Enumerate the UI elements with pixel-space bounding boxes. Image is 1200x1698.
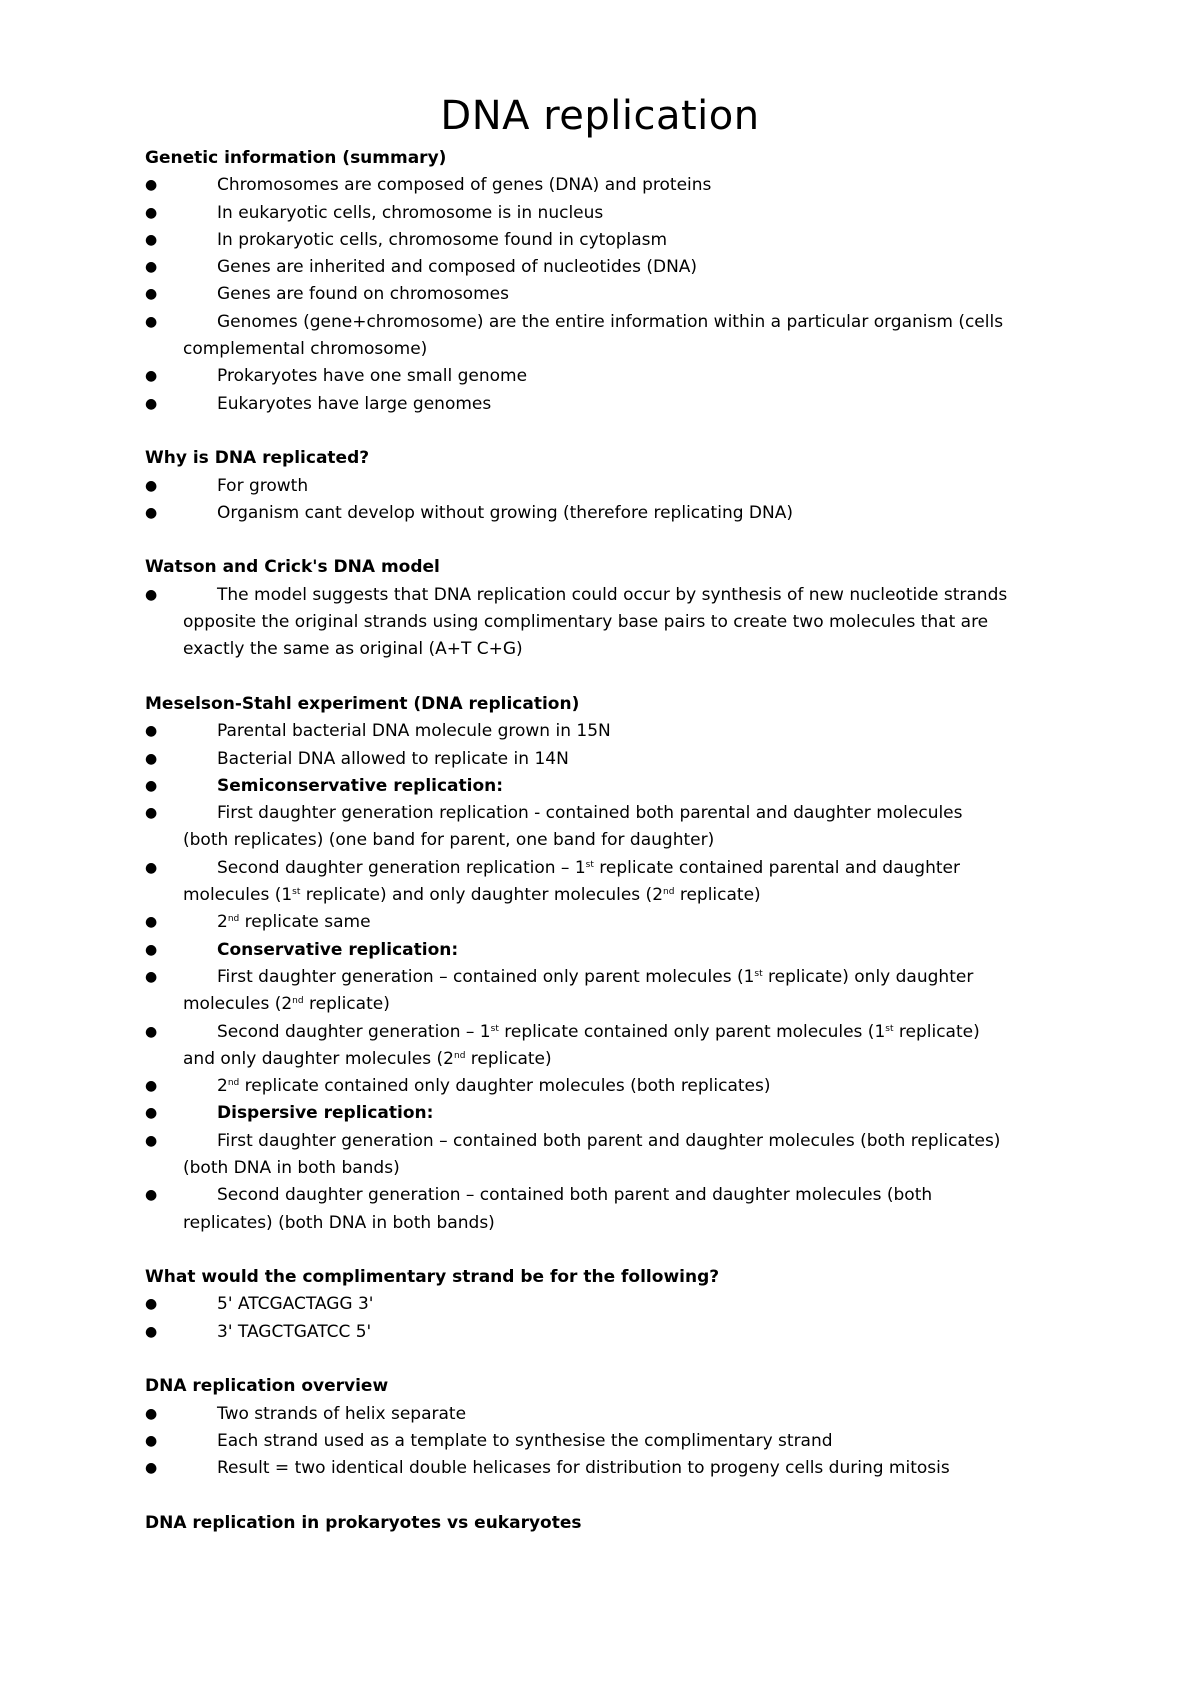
list-item-line: Second daughter generation replication – 1st replicate contained parental and daughter — [217, 857, 960, 878]
list-item-text — [183, 800, 1085, 855]
list-item — [145, 582, 1085, 664]
bullet-icon: ● — [145, 1296, 158, 1313]
list-item — [145, 391, 1085, 418]
bullet-icon: ● — [145, 968, 158, 985]
bullet-icon: ● — [145, 723, 158, 740]
list-item-line: In eukaryotic cells, chromosome is in nucleus — [217, 202, 604, 223]
list-item — [145, 1319, 1085, 1346]
list-item-line: Prokaryotes have one small genome — [217, 366, 528, 387]
list-item-continuation: molecules (2nd replicate) — [183, 994, 390, 1015]
bullet-icon: ● — [145, 1432, 158, 1449]
list-item-text — [183, 855, 1085, 910]
bullet-icon: ● — [145, 1323, 158, 1340]
list-item-line: Second daughter generation – contained both parent and daughter molecules (both — [217, 1185, 933, 1206]
list-item-text — [183, 1401, 1085, 1428]
bullet-icon: ● — [145, 750, 158, 767]
list-item-line: Two strands of helix separate — [217, 1403, 467, 1424]
bullet-icon: ● — [145, 477, 158, 494]
list-item — [145, 227, 1085, 254]
section-heading: What would the complimentary strand be for the following? — [145, 1267, 720, 1288]
list-item-line: Result = two identical double helicases for distribution to progeny cells during mitosis — [217, 1458, 950, 1479]
list-item-line: 2nd replicate same — [217, 912, 371, 933]
bullet-list — [145, 473, 1085, 528]
list-item — [145, 200, 1085, 227]
bullet-list — [145, 718, 1085, 1237]
list-item-text — [183, 281, 1085, 308]
bullet-icon: ● — [145, 1460, 158, 1477]
list-item — [145, 1401, 1085, 1428]
section-spacer — [145, 418, 1085, 445]
list-item-text — [183, 1428, 1085, 1455]
list-item — [145, 1291, 1085, 1318]
list-item-line: Each strand used as a template to synthesise the complimentary strand — [217, 1430, 833, 1451]
bullet-icon: ● — [145, 504, 158, 521]
list-item — [145, 909, 1085, 936]
list-item-line: Chromosomes are composed of genes (DNA) and proteins — [217, 175, 712, 196]
list-item-continuation: replicates) (both DNA in both bands) — [183, 1212, 495, 1233]
list-item-text — [183, 582, 1085, 664]
bullet-list — [145, 1401, 1085, 1483]
list-item-line: Bacterial DNA allowed to replicate in 14N — [217, 748, 569, 769]
bullet-icon: ● — [145, 1132, 158, 1149]
bullet-icon: ● — [145, 914, 158, 931]
list-item — [145, 281, 1085, 308]
list-item-line: Genes are inherited and composed of nucleotides (DNA) — [217, 257, 698, 278]
list-item — [145, 746, 1085, 773]
list-item-text — [183, 1291, 1085, 1318]
section-spacer — [145, 1483, 1085, 1510]
document-title: DNA replication — [440, 93, 760, 139]
list-item-text — [183, 909, 1085, 936]
list-item-line: Semiconservative replication: — [217, 775, 504, 796]
section-heading: DNA replication in prokaryotes vs eukaryotes — [145, 1512, 582, 1533]
list-item-line: Genomes (gene+chromosome) are the entire information within a particular organism (cells — [217, 311, 1004, 332]
list-item-line: Second daughter generation – 1st replicate contained only parent molecules (1st replicate) — [217, 1021, 980, 1042]
list-item-line: The model suggests that DNA replication could occur by synthesis of new nucleotide strands — [217, 584, 1008, 605]
bullet-icon: ● — [145, 368, 158, 385]
bullet-icon: ● — [145, 177, 158, 194]
list-item — [145, 363, 1085, 390]
list-item-line: First daughter generation replication - contained both parental and daughter molecules — [217, 803, 963, 824]
list-item-text — [183, 363, 1085, 390]
bullet-icon: ● — [145, 1187, 158, 1204]
list-item — [145, 1100, 1085, 1127]
bullet-icon: ● — [145, 1105, 158, 1122]
bullet-icon: ● — [145, 286, 158, 303]
list-item — [145, 1428, 1085, 1455]
list-item-text — [183, 172, 1085, 199]
list-item — [145, 964, 1085, 1019]
bullet-icon: ● — [145, 941, 158, 958]
list-item-text — [183, 964, 1085, 1019]
list-item — [145, 500, 1085, 527]
list-item-line: 3' TAGCTGATCC 5' — [217, 1321, 372, 1342]
list-item-text — [183, 1100, 1085, 1127]
list-item-text — [183, 746, 1085, 773]
list-item — [145, 473, 1085, 500]
list-item-line: Genes are found on chromosomes — [217, 284, 509, 305]
document-body — [145, 145, 1085, 1537]
list-item-line: 5' ATCGACTAGG 3' — [217, 1294, 374, 1315]
list-item-text — [183, 1128, 1085, 1183]
list-item-text — [183, 500, 1085, 527]
list-item — [145, 254, 1085, 281]
list-item-continuation: (both replicates) (one band for parent, one band for daughter) — [183, 830, 715, 851]
list-item-text — [183, 1073, 1085, 1100]
bullet-icon: ● — [145, 1405, 158, 1422]
bullet-icon: ● — [145, 859, 158, 876]
bullet-icon: ● — [145, 777, 158, 794]
list-item-line: Parental bacterial DNA molecule grown in 15N — [217, 721, 611, 742]
list-item-text — [183, 718, 1085, 745]
bullet-list — [145, 582, 1085, 664]
list-item — [145, 1073, 1085, 1100]
bullet-list — [145, 172, 1085, 418]
list-item-text — [183, 1319, 1085, 1346]
list-item-line: First daughter generation – contained both parent and daughter molecules (both replicates) — [217, 1130, 1001, 1151]
list-item-line: 2nd replicate contained only daughter molecules (both replicates) — [217, 1076, 771, 1097]
bullet-icon: ● — [145, 1078, 158, 1095]
list-item-line: Eukaryotes have large genomes — [217, 393, 492, 414]
section-heading: Genetic information (summary) — [145, 148, 447, 168]
list-item — [145, 1019, 1085, 1074]
list-item — [145, 1182, 1085, 1237]
list-item-continuation: exactly the same as original (A+T C+G) — [183, 639, 523, 660]
list-item — [145, 1128, 1085, 1183]
bullet-icon: ● — [145, 586, 158, 603]
list-item-text — [183, 254, 1085, 281]
bullet-list — [145, 1291, 1085, 1346]
section-heading: Watson and Crick's DNA model — [145, 557, 440, 578]
list-item-line: For growth — [217, 475, 309, 496]
list-item-text — [183, 309, 1085, 364]
list-item — [145, 718, 1085, 745]
section-spacer — [145, 1346, 1085, 1373]
section-spacer — [145, 527, 1085, 554]
section-heading: DNA replication overview — [145, 1376, 389, 1397]
bullet-icon: ● — [145, 231, 158, 248]
list-item-continuation: complemental chromosome) — [183, 339, 428, 360]
list-item-continuation: opposite the original strands using complimentary base pairs to create two molecules that are — [183, 612, 989, 633]
list-item-continuation: (both DNA in both bands) — [183, 1157, 400, 1178]
list-item-line: First daughter generation – contained only parent molecules (1st replicate) only daughter — [217, 966, 974, 987]
list-item — [145, 172, 1085, 199]
section-spacer — [145, 664, 1085, 691]
bullet-icon: ● — [145, 1023, 158, 1040]
list-item — [145, 773, 1085, 800]
list-item-continuation: molecules (1st replicate) and only daughter molecules (2nd replicate) — [183, 885, 761, 906]
list-item-text — [183, 391, 1085, 418]
section-spacer — [145, 1237, 1085, 1264]
list-item-text — [183, 473, 1085, 500]
list-item-line: Conservative replication: — [217, 939, 459, 960]
bullet-icon: ● — [145, 805, 158, 822]
list-item — [145, 800, 1085, 855]
list-item-text — [183, 1019, 1085, 1074]
section-heading: Why is DNA replicated? — [145, 448, 370, 469]
list-item-continuation: and only daughter molecules (2nd replicate) — [183, 1048, 552, 1069]
bullet-icon: ● — [145, 204, 158, 221]
list-item-line: Organism cant develop without growing (therefore replicating DNA) — [217, 502, 793, 523]
list-item-text — [183, 227, 1085, 254]
bullet-icon: ● — [145, 395, 158, 412]
bullet-icon: ● — [145, 313, 158, 330]
list-item-text — [183, 1182, 1085, 1237]
list-item — [145, 1455, 1085, 1482]
list-item — [145, 309, 1085, 364]
list-item-line: In prokaryotic cells, chromosome found in cytoplasm — [217, 229, 668, 250]
list-item-text — [183, 200, 1085, 227]
list-item-text — [183, 1455, 1085, 1482]
section-heading: Meselson-Stahl experiment (DNA replication) — [145, 693, 580, 714]
list-item-text — [183, 773, 1085, 800]
list-item-text — [183, 937, 1085, 964]
list-item — [145, 855, 1085, 910]
list-item-line: Dispersive replication: — [217, 1103, 434, 1124]
list-item — [145, 937, 1085, 964]
bullet-icon: ● — [145, 259, 158, 276]
